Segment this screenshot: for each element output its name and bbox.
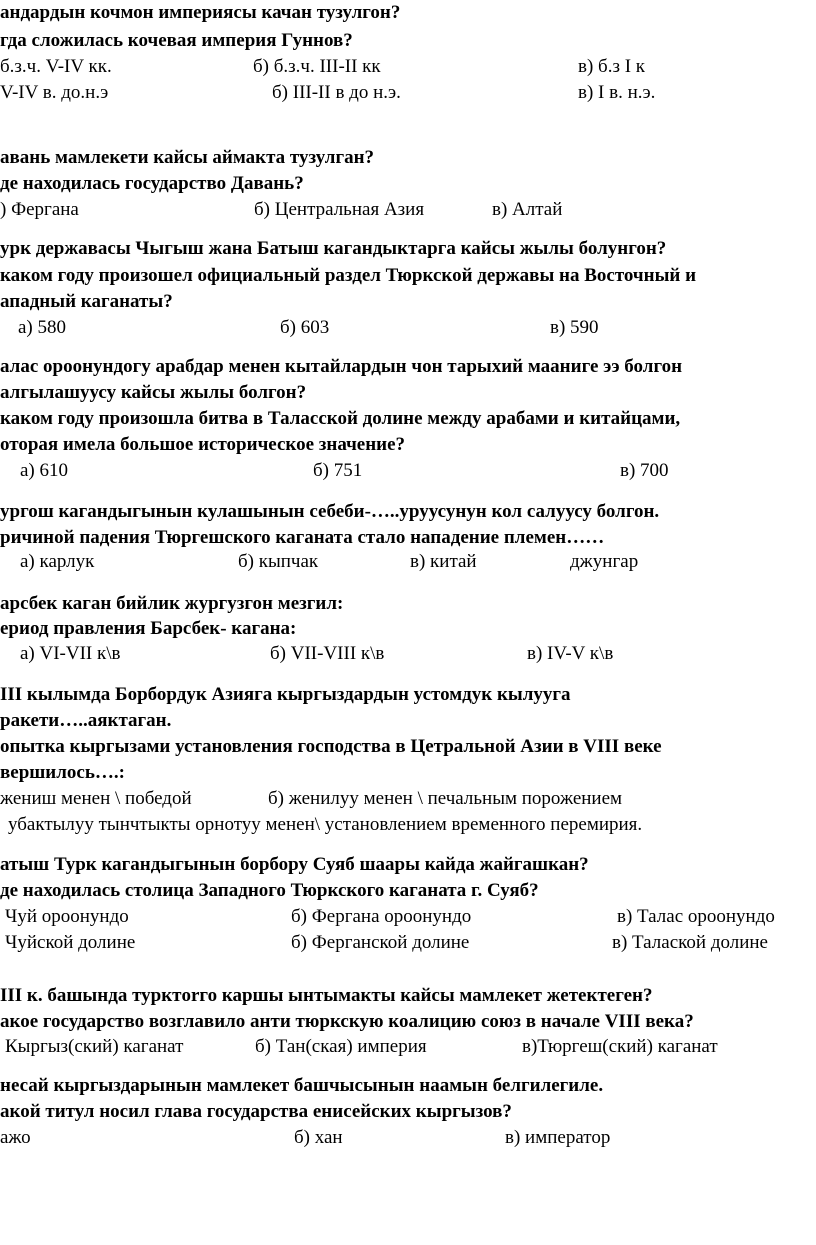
question-9-line-1: III к. башында турктorго каршы ынтымакты кайсы мамлекет жетектеген? xyxy=(0,985,653,1006)
option-c: в) IV-V к\в xyxy=(527,643,614,664)
question-7-option-c: убактылуу тынчтыкты орнотуу менен\ установлением временного перемирия. xyxy=(8,814,643,835)
question-3-line-1: урк державасы Чыгыш жана Батыш кагандыктарга кайсы жылы болунгон? xyxy=(0,238,667,259)
question-4-line-3: каком году произошла битва в Таласской долине между арабами и китайцами, xyxy=(0,408,681,429)
option-a: Чуйской долине xyxy=(5,932,136,953)
question-8-line-2: де находилась столица Западного Тюркского каганата г. Суяб? xyxy=(0,880,539,901)
question-7-line-1: III кылымда Борбордук Азияга кыргыздардын устомдук кылууга xyxy=(0,684,571,705)
option-b: б) кыпчак xyxy=(238,551,319,572)
option-d: джунгар xyxy=(570,551,639,572)
option-a: а) 580 xyxy=(18,317,67,338)
question-6-line-1: арсбек каган бийлик жургузгон мезгил: xyxy=(0,593,344,614)
option-c: в) китай xyxy=(410,551,477,572)
option-b: б) хан xyxy=(294,1127,343,1148)
option-b: б) 751 xyxy=(313,460,363,481)
question-1-line-2: гда сложилась кочевая империя Гуннов? xyxy=(0,30,353,51)
option-b: б) женилуу менен \ печальным порожением xyxy=(268,788,623,809)
question-2-line-2: де находилась государство Давань? xyxy=(0,173,304,194)
option-b: б) б.з.ч. III-II кк xyxy=(253,56,381,77)
option-b: б) Фергана ороонундо xyxy=(291,906,472,927)
question-6-line-2: ериод правления Барсбек- кагана: xyxy=(0,618,297,639)
option-a: б.з.ч. V-IV кк. xyxy=(0,56,112,77)
option-a: Чуй ороонундо xyxy=(5,906,129,927)
option-a: а) VI-VII к\в xyxy=(20,643,121,664)
question-10-line-1: несай кыргыздарынын мамлекет башчысынын наамын белгилегиле. xyxy=(0,1075,604,1096)
option-a: V-IV в. до.н.э xyxy=(0,82,109,103)
question-2-line-1: авань мамлекети кайсы аймакта тузулган? xyxy=(0,147,375,168)
option-a: а) 610 xyxy=(20,460,69,481)
option-b: б) Центральная Азия xyxy=(254,199,425,220)
question-4-line-2: алгылашуусу кайсы жылы болгон? xyxy=(0,382,307,403)
option-c: в) I в. н.э. xyxy=(578,82,656,103)
question-5-line-1: ургош кагандыгынын кулашынын себеби-…..уруусунун кол салуусу болгон. xyxy=(0,501,660,522)
question-5-line-2: ричиной падения Тюргешского каганата стало нападение племен…… xyxy=(0,527,605,548)
question-4-line-1: алас ороонундогу арабдар менен кытайлардын чон тарыхий мааниге ээ болгон xyxy=(0,356,683,377)
option-a: ) Фергана xyxy=(0,199,79,220)
question-10-line-2: акой титул носил глава государства енисейских кыргызов? xyxy=(0,1101,512,1122)
option-c: в) Талас ороонундо xyxy=(617,906,775,927)
option-a: жениш менен \ победой xyxy=(0,788,192,809)
option-c: в)Тюргеш(ский) каганат xyxy=(522,1036,718,1057)
question-7-line-3: опытка кыргызами установления господства в Цетральной Азии в VIII веке xyxy=(0,736,662,757)
option-c: в) Талаской долине xyxy=(612,932,768,953)
option-c: в) 700 xyxy=(620,460,669,481)
option-b: б) VII-VIII к\в xyxy=(270,643,385,664)
question-8-line-1: атыш Турк кагандыгынын борбору Суяб шаары кайда жайгашкан? xyxy=(0,854,589,875)
question-3-line-3: ападный каганаты? xyxy=(0,291,173,312)
option-b: б) Ферганской долине xyxy=(291,932,470,953)
question-7-line-4: вершилось….: xyxy=(0,762,125,783)
option-b: б) 603 xyxy=(280,317,330,338)
option-c: в) Алтай xyxy=(492,199,563,220)
question-4-line-4: оторая имела большое историческое значение? xyxy=(0,434,406,455)
option-b: б) Тан(ская) империя xyxy=(255,1036,427,1057)
question-9-line-2: акое государство возглавило анти тюркскую коалицию союз в начале VIII века? xyxy=(0,1011,694,1032)
option-c: в) император xyxy=(505,1127,611,1148)
option-a: Кыргыз(ский) каганат xyxy=(5,1036,184,1057)
question-1-line-1: андардын кочмон империясы качан тузулгон? xyxy=(0,2,401,23)
option-a: а) карлук xyxy=(20,551,95,572)
option-a: ажо xyxy=(0,1127,31,1148)
question-3-line-2: каком году произошел официальный раздел Тюркской державы на Восточный и xyxy=(0,265,697,286)
question-7-line-2: ракети…..аяктаган. xyxy=(0,710,172,731)
option-b: б) III-II в до н.э. xyxy=(272,82,401,103)
option-c: в) 590 xyxy=(550,317,599,338)
option-c: в) б.з I к xyxy=(578,56,646,77)
